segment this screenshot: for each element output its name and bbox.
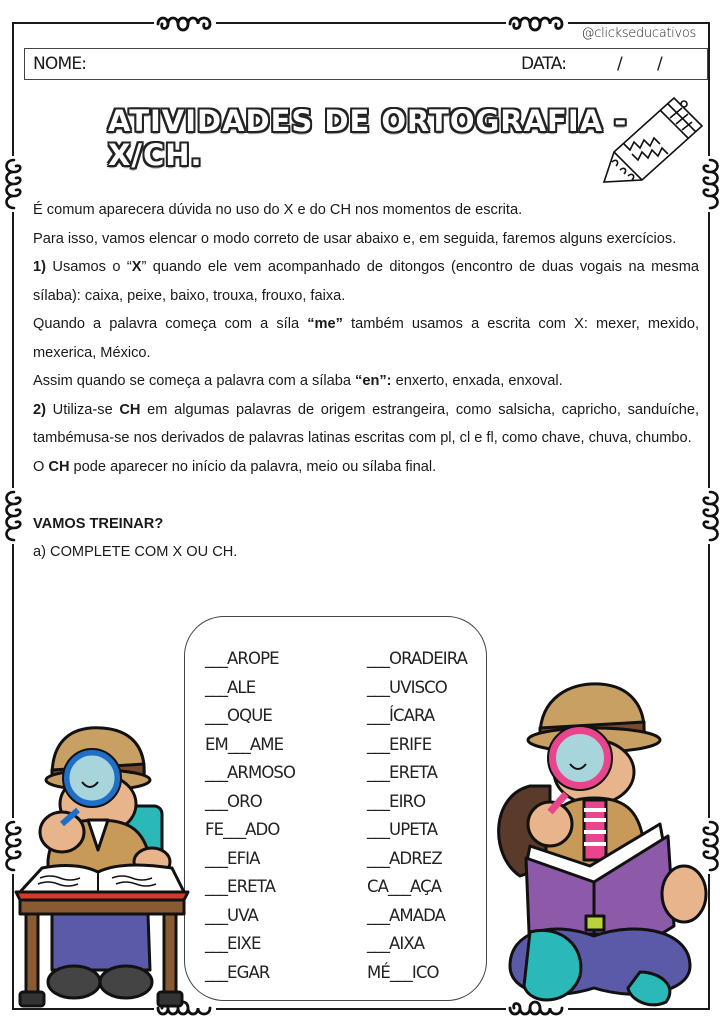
fill-in-word[interactable]: ___EGAR [205,962,270,982]
explanation-text [33,196,699,567]
fill-in-word[interactable]: ___UPETA [367,820,438,839]
fill-in-word[interactable]: EM___AME [205,734,284,754]
swirl-ornament-top-left-icon [154,10,216,34]
paragraph: É comum aparecera dúvida no uso do X e do CH nos momentos de escrita. [33,202,523,218]
fill-in-word[interactable]: ___AMADA [367,905,446,925]
fill-in-word[interactable]: ___ÍCARA [367,706,435,725]
date-separator: / [657,54,662,74]
fill-in-word[interactable]: ___ORO [205,791,262,811]
rule-2: 2) Utiliza-se CH em algumas palavras de origem estrangeira, como salsicha, capricho, sanduíche, tambémusa-se nos derivados de palavras latinas escritas com pl, cl e fl, como chave, chuva, chumbo. [33,401,699,446]
fill-in-word[interactable]: CA___AÇA [367,877,442,896]
fill-in-word[interactable]: ___AROPE [205,649,279,668]
fill-in-word[interactable]: ___ERIFE [367,734,432,754]
swirl-ornament-left-1-icon [2,156,24,212]
fill-in-word[interactable]: ___EFIA [205,848,260,868]
fill-in-word[interactable]: ___ARMOSO [205,763,296,782]
name-date-box [24,48,708,80]
swirl-ornament-left-2-icon [2,488,24,544]
pencil-icon [598,96,708,188]
author-handle: @clickseducativos [581,26,696,41]
fill-in-word[interactable]: ___EIRO [367,791,426,811]
paragraph: Para isso, vamos elencar o modo correto de usar abaixo e, em seguida, faremos alguns exercícios. [33,230,677,247]
word-list-box [184,616,487,1001]
date-separator: / [617,54,622,74]
rule-1: 1) Usamos o “X” quando ele vem acompanhado de ditongos (encontro de duas vogais na mesma sílaba): caixa, peixe, baixo, trouxa, frouxo, faixa. [33,259,699,304]
swirl-ornament-top-right-icon [506,10,568,34]
fill-in-word[interactable]: ___UVISCO [367,677,447,697]
paragraph: O CH pode aparecer no início da palavra, meio ou sílaba final. [33,458,437,475]
name-label: NOME: [33,54,87,74]
word-column-right [367,645,467,987]
fill-in-word[interactable]: ___ERETA [367,763,437,782]
paragraph: Quando a palavra começa com a síla “me” também usamos a escrita com X: mexer, mexido, mexerica, México. [33,316,699,361]
fill-in-word[interactable]: ___UVA [205,905,258,925]
fill-in-word[interactable]: ___EIXE [205,934,261,953]
page-title: ATIVIDADES DE ORTOGRAFIA - X/CH. [108,104,628,172]
fill-in-word[interactable]: ___ORADEIRA [367,649,468,668]
word-column-left [205,645,295,987]
fill-in-word[interactable]: FE___ADO [205,820,280,839]
fill-in-word[interactable]: MÉ___ICO [367,962,439,982]
fill-in-word[interactable]: ___ALE [205,677,256,697]
paragraph: Assim quando se começa a palavra com a sílaba “en”: enxerto, enxada, enxoval. [33,373,563,389]
fill-in-word[interactable]: ___ERETA [205,877,275,896]
fill-in-word[interactable]: ___AIXA [367,934,425,953]
fill-in-word[interactable]: ___ADREZ [367,848,442,868]
exercise-instruction: a) COMPLETE COM X OU CH. [33,544,238,560]
fill-in-word[interactable]: ___OQUE [205,706,272,725]
exercise-heading: VAMOS TREINAR? [33,515,164,532]
detective-boy-at-desk-illustration [12,720,192,1012]
detective-girl-reading-illustration [490,676,710,1016]
swirl-ornament-right-2-icon [700,488,722,544]
date-label: DATA: [521,54,567,74]
